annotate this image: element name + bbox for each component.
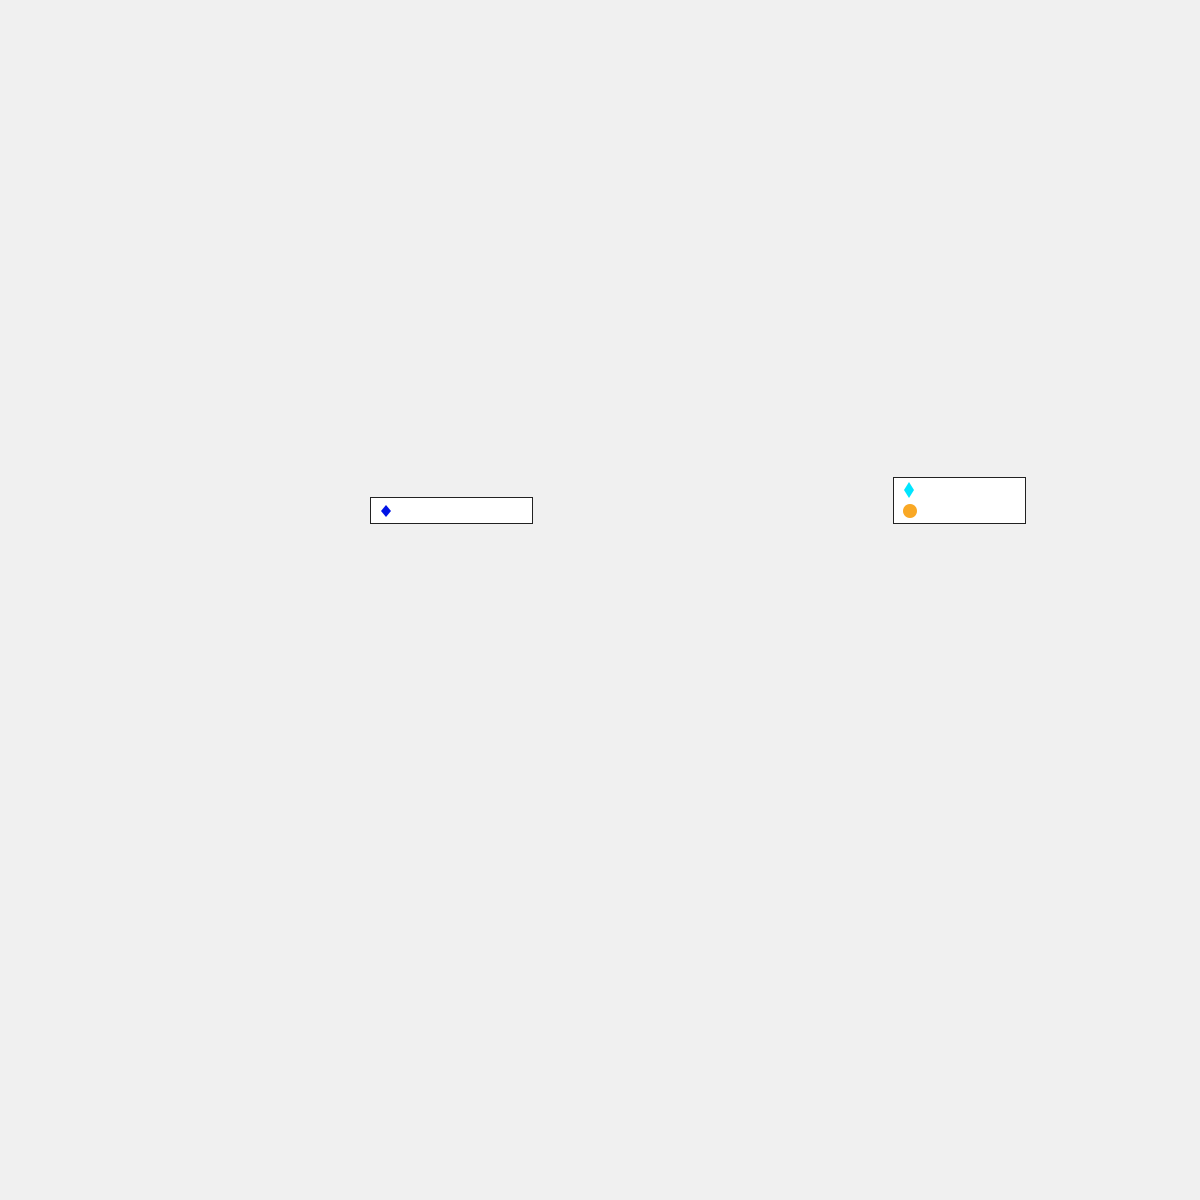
vline-label-200: [352, 156, 374, 220]
cyan-diamond-icon: [902, 481, 916, 499]
vline-label-600: [827, 156, 849, 220]
vline-label-500: [679, 151, 701, 215]
position-fix-legend: [893, 477, 1026, 524]
vline-label-300: [587, 156, 609, 220]
blue-diamond-icon: [379, 504, 393, 518]
vline-label-700: [892, 220, 914, 284]
orange-circle-icon: [902, 503, 918, 519]
vline-label-100: [106, 156, 128, 220]
vline-label-250: [343, 227, 365, 291]
observations-legend: [370, 497, 533, 524]
